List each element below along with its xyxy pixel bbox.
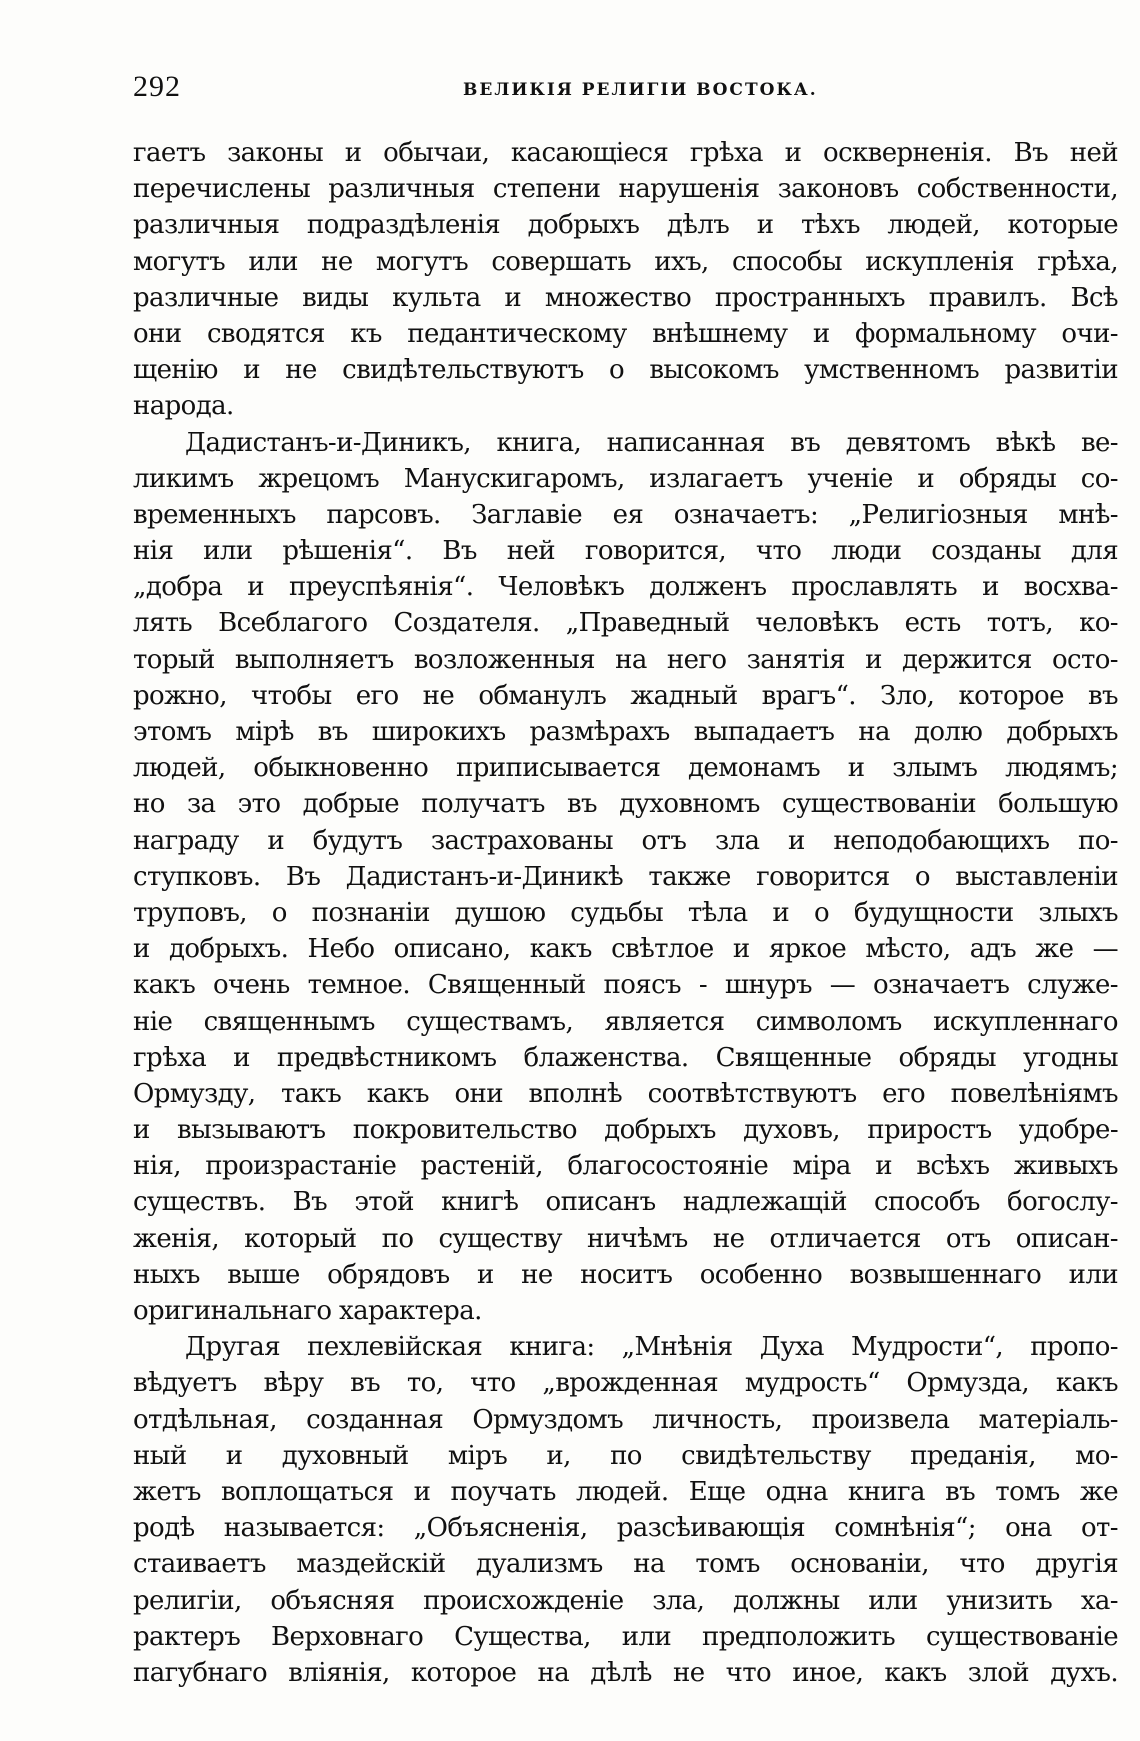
text-line: вѣдуетъ вѣру въ то, что „врожденная мудрость“ Ормузда, какъ	[133, 1368, 1118, 1399]
text-line: существъ. Въ этой книгѣ описанъ надлежащій способъ богослу-	[133, 1187, 1118, 1218]
text-line: ный и духовный міръ и, по свидѣтельству преданія, мо-	[133, 1440, 1118, 1471]
text-line: ніе священнымъ существамъ, является символомъ искупленнаго	[133, 1006, 1118, 1037]
page-number: 292	[133, 70, 181, 103]
running-title: ВЕЛИКІЯ РЕЛИГІИ ВОСТОКА.	[463, 80, 818, 100]
text-line: лять Всеблагого Создателя. „Праведный человѣкъ есть тотъ, ко-	[133, 608, 1118, 639]
text-line: людей, обыкновенно приписывается демонамъ и злымъ людямъ;	[133, 753, 1118, 784]
text-line: могутъ или не могутъ совершать ихъ, способы искупленія грѣха,	[133, 246, 1118, 277]
text-line: гаетъ законы и обычаи, касающіеся грѣха и оскверненія. Въ ней	[133, 138, 1118, 168]
paragraph	[133, 135, 1118, 425]
text-line: Другая пехлевійская книга: „Мнѣнія Духа Мудрости“, пропо-	[185, 1332, 1118, 1363]
text-line: этомъ мірѣ въ широкихъ размѣрахъ выпадаетъ на долю добрыхъ	[133, 717, 1118, 747]
text-line: стаиваетъ маздейскій дуализмъ на томъ основаніи, что другія	[133, 1549, 1118, 1580]
paragraph	[133, 425, 1118, 1330]
text-line: нія, произрастаніе растеній, благосостояніе міра и всѣхъ живыхъ	[133, 1151, 1118, 1182]
text-line: и добрыхъ. Небо описано, какъ свѣтлое и яркое мѣсто, адъ же —	[133, 934, 1118, 965]
text-line: и вызываютъ покровительство добрыхъ духовъ, приростъ удобре-	[133, 1115, 1118, 1146]
text-line: ступковъ. Въ Дадистанъ-и-Диникѣ также говорится о выставленіи	[133, 861, 1118, 892]
text-line: они сводятся къ педантическому внѣшнему и формальному очи-	[133, 318, 1118, 349]
page-header	[133, 70, 1118, 110]
text-line: рактеръ Верховнаго Существа, или предположить существованіе	[133, 1621, 1118, 1652]
text-line: Дадистанъ-и-Диникъ, книга, написанная въ девятомъ вѣкѣ ве-	[185, 427, 1118, 458]
text-line: различные виды культа и множество пространныхъ правилъ. Всѣ	[133, 282, 1118, 313]
text-line: родѣ называется: „Объясненія, разсѣивающія сомнѣнія“; она от-	[133, 1513, 1118, 1544]
text-line: труповъ, о познаніи душою судьбы тѣла и о будущности злыхъ	[133, 897, 1118, 928]
text-line: оригинальнаго характера.	[133, 1296, 482, 1326]
text-line: награду и будутъ застрахованы отъ зла и неподобающихъ по-	[133, 825, 1118, 856]
text-line: временныхъ парсовъ. Заглавіе ея означаетъ: „Религіозныя мнѣ-	[133, 499, 1118, 530]
text-line: отдѣльная, созданная Ормуздомъ личность, произвела матеріаль-	[133, 1404, 1118, 1435]
text-line: ликимъ жрецомъ Манускигаромъ, излагаетъ ученіе и обряды со-	[133, 463, 1118, 494]
text-line: Ормузду, такъ какъ они вполнѣ соотвѣтствуютъ его повелѣніямъ	[133, 1078, 1118, 1109]
text-line: пагубнаго вліянія, которое на дѣлѣ не что иное, какъ злой духъ.	[133, 1657, 1118, 1688]
text-line: щенію и не свидѣтельствуютъ о высокомъ умственномъ развитіи	[133, 355, 1118, 386]
text-line: народа.	[133, 391, 234, 422]
text-line: грѣха и предвѣстникомъ блаженства. Священные обряды угодны	[133, 1042, 1118, 1073]
body-text	[133, 135, 1118, 1691]
text-line: но за это добрые получатъ въ духовномъ существованіи большую	[133, 789, 1118, 820]
text-line: рожно, чтобы его не обманулъ жадный врагъ“. Зло, которое въ	[133, 680, 1118, 711]
text-line: „добра и преуспѣянія“. Человѣкъ долженъ прославлять и восхва-	[133, 572, 1118, 603]
paragraph	[133, 1329, 1118, 1691]
text-line: какъ очень темное. Священный поясъ - шнуръ — означаетъ служе-	[133, 970, 1118, 1001]
text-line: ныхъ выше обрядовъ и не носитъ особенно возвышеннаго или	[133, 1259, 1118, 1290]
text-line: различныя подраздѣленія добрыхъ дѣлъ и тѣхъ людей, которые	[133, 210, 1118, 241]
text-line: религіи, объясняя происхожденіе зла, должны или унизить ха-	[133, 1585, 1118, 1616]
text-line: нія или рѣшенія“. Въ ней говорится, что люди созданы для	[133, 536, 1118, 567]
text-line: женія, который по существу ничѣмъ не отличается отъ описан-	[133, 1223, 1118, 1254]
text-line: торый выполняетъ возложенныя на него занятія и держится осто-	[133, 644, 1118, 675]
text-line: жетъ воплощаться и поучать людей. Еще одна книга въ томъ же	[133, 1476, 1118, 1507]
text-line: перечислены различныя степени нарушенія законовъ собственности,	[133, 174, 1118, 205]
